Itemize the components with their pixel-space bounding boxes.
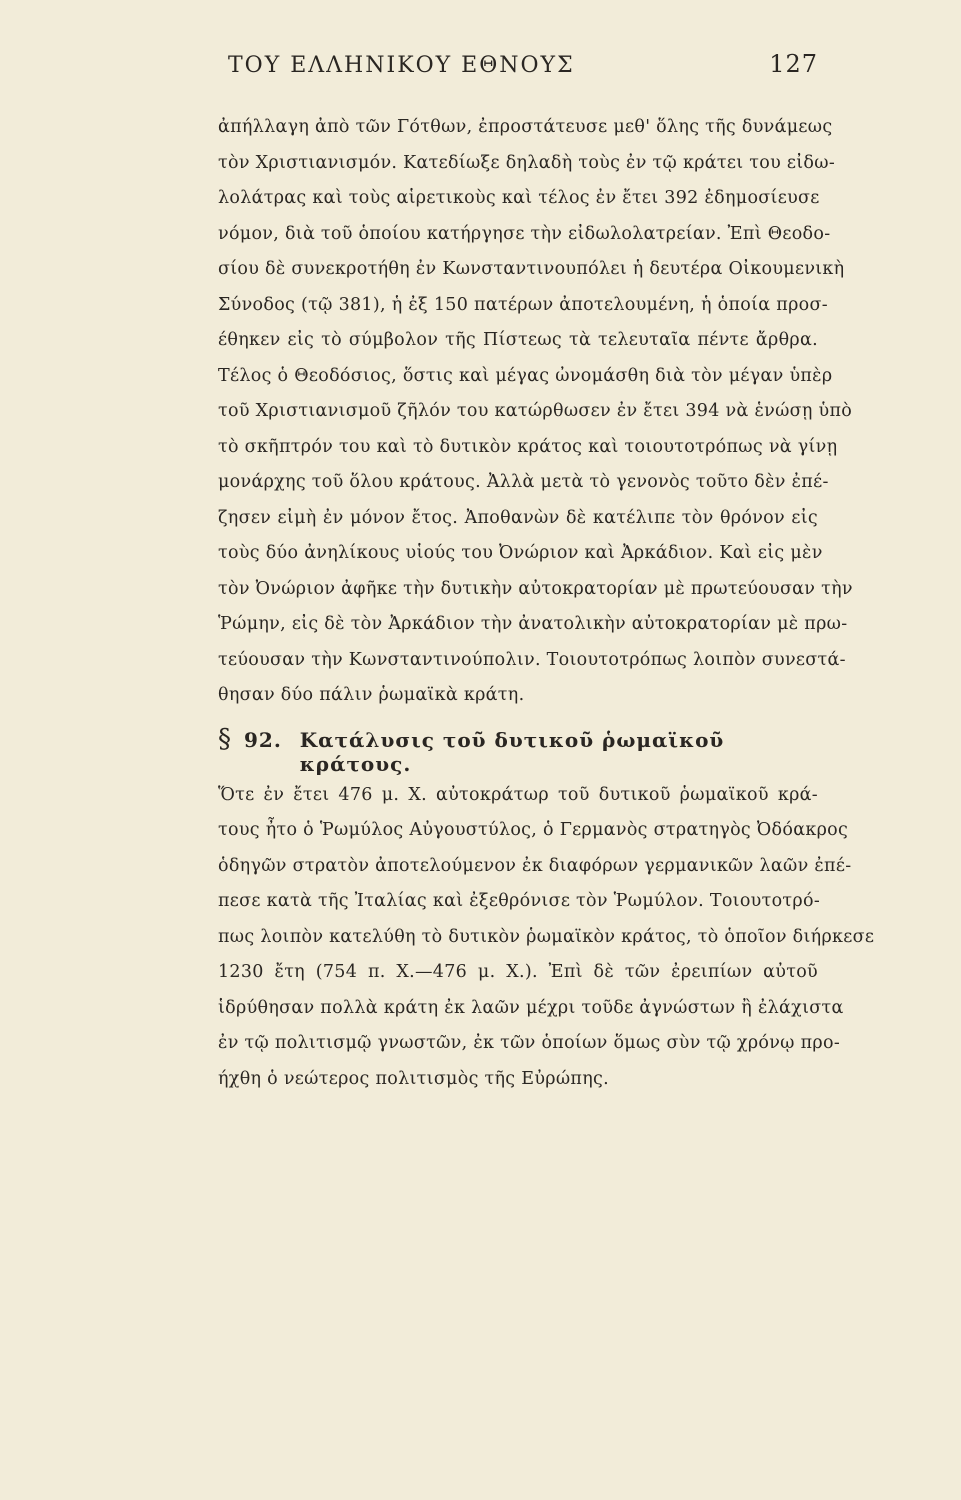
text-line: ἱδρύθησαν πολλὰ κράτη ἐκ λαῶν μέχρι τοῦδε ἀγνώστων ἢ ἐλάχιστα — [218, 997, 844, 1018]
text-line: πεσε κατὰ τῆς Ἰταλίας καὶ ἐξεθρόνισε τὸν Ῥωμύλον. Τοιουτοτρό- — [218, 891, 821, 911]
section-mark: § — [218, 723, 232, 754]
text-line: Σύνοδος (τῷ 381), ἡ ἐξ 150 πατέρων ἀποτελουμένη, ἡ ὁποία προσ- — [218, 294, 828, 315]
text-line: τὸν Χριστιανισμόν. Κατεδίωξε δηλαδὴ τοὺς ἐν τῷ κράτει του εἰδω- — [218, 152, 836, 173]
text-line: μονάρχης τοῦ ὅλου κράτους. Ἀλλὰ μετὰ τὸ γενονὸς τοῦτο δὲν ἐπέ- — [218, 472, 829, 492]
text-line: ζησεν εἰμὴ ἐν μόνον ἔτος. Ἀποθανὼν δὲ κατέλιπε τὸν θρόνον εἰς — [218, 507, 818, 528]
text-line: τὸ σκῆπτρόν του καὶ τὸ δυτικὸν κράτος καὶ τοιουτοτρόπως νὰ γίνῃ — [218, 436, 838, 457]
text-line: τοῦ Χριστιανισμοῦ ζῆλόν του κατώρθωσεν ἐν ἔτει 394 νὰ ἑνώσῃ ὑπὸ — [218, 401, 853, 421]
page-header — [218, 50, 818, 110]
text-line: 1230 ἔτη (754 π. Χ.—476 μ. Χ.). Ἐπὶ δὲ τῶν ἐρειπίων αὐτοῦ — [218, 962, 818, 982]
text-line: ὁδηγῶν στρατὸν ἀποτελούμενον ἐκ διαφόρων γερμανικῶν λαῶν ἐπέ- — [218, 855, 852, 876]
text-line: ήχθη ὁ νεώτερος πολιτισμὸς τῆς Εὐρώπης. — [218, 1068, 609, 1089]
text-line: ἐν τῷ πολιτισμῷ γνωστῶν, ἐκ τῶν ὁποίων ὅμως σὺν τῷ χρόνῳ προ- — [218, 1033, 841, 1053]
paragraph-fall-of-west — [218, 778, 875, 1098]
section-heading — [218, 723, 818, 776]
text-line: λολάτρας καὶ τοὺς αἱρετικοὺς καὶ τέλος ἐν ἔτει 392 ἐδημοσίευσε — [218, 188, 820, 208]
section-number: 92. — [244, 727, 282, 752]
text-line: τους ἦτο ὁ Ῥωμύλος Αὐγουστύλος, ὁ Γερμανὸς στρατηγὸς Ὀδόακρος — [218, 820, 849, 840]
text-line: πως λοιπὸν κατελύθη τὸ δυτικὸν ῥωμαϊκὸν κράτος, τὸ ὁποῖον διήρκεσε — [218, 926, 875, 947]
text-line: τεύουσαν τὴν Κωνσταντινούπολιν. Τοιουτοτρόπως λοιπὸν συνεστά- — [218, 649, 846, 670]
book-page — [218, 50, 875, 1097]
text-line: Ῥώμην, εἰς δὲ τὸν Ἀρκάδιον τὴν ἀνατολικὴν αὐτοκρατορίαν μὲ πρω- — [218, 614, 848, 634]
text-line: Ὅτε ἐν ἔτει 476 μ. Χ. αὐτοκράτωρ τοῦ δυτικοῦ ῥωμαϊκοῦ κρά- — [218, 784, 818, 805]
text-line: τοὺς δύο ἀνηλίκους υἱούς του Ὀνώριον καὶ Ἀρκάδιον. Καὶ εἰς μὲν — [218, 543, 823, 563]
text-line: νόμον, διὰ τοῦ ὁποίου κατήργησε τὴν εἰδωλολατρείαν. Ἐπὶ Θεοδο- — [218, 223, 831, 244]
section-title: Κατάλυσις τοῦ δυτικοῦ ῥωμαϊκοῦ κράτους. — [299, 727, 725, 776]
page-number: 127 — [769, 50, 818, 78]
text-line: τὸν Ὀνώριον ἀφῆκε τὴν δυτικὴν αὐτοκρατορίαν μὲ πρωτεύουσαν τὴν — [218, 578, 853, 599]
text-line: Τέλος ὁ Θεοδόσιος, ὅστις καὶ μέγας ὠνομάσθη διὰ τὸν μέγαν ὑπὲρ — [218, 365, 833, 386]
text-line: ἀπήλλαγη ἀπὸ τῶν Γότθων, ἐπροστάτευσε μεθ' ὅλης τῆς δυνάμεως — [218, 117, 833, 137]
paragraph-theodosius — [218, 110, 853, 714]
text-line: θησαν δύο πάλιν ῥωμαϊκὰ κράτη. — [218, 685, 525, 705]
text-line: έθηκεν εἰς τὸ σύμβολον τῆς Πίστεως τὰ τελευταῖα πέντε ἄρθρα. — [218, 330, 818, 350]
running-title: ΤΟΥ ΕΛΛΗΝΙΚΟΥ ΕΘΝΟΥΣ — [228, 53, 575, 78]
text-line: σίου δὲ συνεκροτήθη ἐν Κωνσταντινουπόλει ἡ δευτέρα Οἰκουμενικὴ — [218, 259, 845, 279]
